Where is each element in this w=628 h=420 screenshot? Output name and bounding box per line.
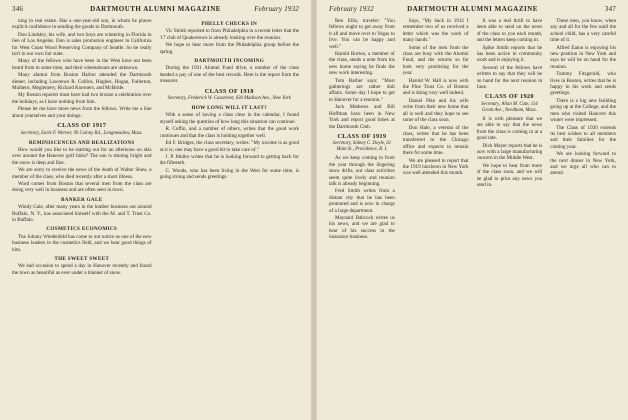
paragraph: My Boston reporter must have had two bronze a celebration over the holidays, as I have nothing from him. [12,92,152,105]
paragraph: Many alumni from Boston Harbor attended the Dartmouth dinner, including Lawrence R. Collins, Hughes, Hogan, Fullerton, Mulhern, Meglemery, Richard Kuerners, and McBride. [12,72,152,92]
paragraph: There is a big new building going up at the College, and the men who visited Hanover this winter were impressed. [550,97,616,124]
page-number: 347 [604,5,616,13]
paragraph: R. Coffin, and a number of others, writes that the good work continues and that the class is holding together well. [159,126,299,139]
paragraph: Says, "My back in 1912 I remember two of us received a letter which was the work of many hands." [402,18,469,44]
paragraph: We are looking forward to the next dinner in New York, and we urge all who can to attend. [550,151,616,177]
paragraph: C. Woods, who has been living in the West for some time, is going strong and sends greetings. [159,167,299,181]
paragraph: It is with pleasure that we are able to say that the news from the class is coming in at a good rate. [476,115,543,142]
paragraph: Daniel Pike and his wife write from their new home that all is well and they hope to see some of the class soon. [402,97,469,124]
paragraph: The Johnny Wiedenfeld has come to our notice as one of the new business leaders in the cosmetics field, and we hear good things of him. [12,233,152,253]
running-title: DARTMOUTH ALUMNI MAGAZINE [407,5,538,13]
paragraph: Maynard Babcock writes us his news, and we are glad to hear of his success in the insurance business. [329,214,395,241]
paragraph: Several of the fellows have written to say that they will be on hand for the next reunion in June. [476,64,543,91]
text-column [550,18,616,416]
page-header [329,5,616,15]
page-number: 346 [12,5,24,13]
secretary-line: Secretary, Allan M. Cate, 114 Grant Ave., Needham, Mass. [481,101,538,113]
text-column [403,18,469,416]
secretary-line: Secretary, Sidney C. Doyle, 61 Main St., Providence, R. I. [332,141,392,153]
paragraph: Alfred Eaton is enjoying his new position in New York and says he will be on hand for the reunion. [550,44,616,70]
class-heading: CLASS OF 1919 [337,132,387,140]
paragraph: Tom Barber says: "Most gatherings are rather dull affairs. Some day I hope to get to Hanover for a reunion." [329,77,395,103]
paragraph: Dick Mayer reports that he is now with a large manufacturing concern in the Middle West. [476,142,543,162]
paragraph: Word comes from Boston that several men from the class are doing very well in business and are often seen in town. [12,180,152,194]
right-page [317,0,628,420]
paragraph: We had occasion to spend a day in Hanover recently and found the town as beautiful as ever under a blanket of snow. [12,263,152,276]
paragraph: Vic Smith reported to from Philadelphia in a recent letter that the '17 club of Quakertown is already looking over the reunion. [159,28,299,41]
section-heading: BANKER GALE [61,196,103,203]
issue-date: February 1932 [329,5,374,13]
paragraph: Fred Smith writes from a distant city that he has been promoted and is now in charge of a large department. [329,188,395,214]
paragraph: Spike Smith reports that he has been active in community work and is enjoying it. [476,44,543,64]
paragraph: Some of the men from the class are busy with the Alumni Fund, and the returns so far look very promising for the year. [402,44,469,77]
section-heading: DARTMOUTH INCOMING [194,58,265,65]
section-heading: THE SWEET SWEET [54,256,110,262]
page-header [12,5,299,15]
text-column [160,18,300,416]
paragraph: We are sorry to receive the news of the death of Walter Shaw, a member of the class, who died recently after a short illness. [12,167,152,180]
paragraph: With a sense of having a class clear in the calendar, I found myself asking the question of how long this situation can continue. [159,112,299,125]
running-title: DARTMOUTH ALUMNI MAGAZINE [90,5,221,13]
paragraph: Please let me have more news from the fellows. Write me a line about yourselves and your doings. [12,106,152,119]
class-heading: CLASS OF 1920 [484,93,534,101]
paragraph: We hope to hear more from the Philadelphia group before the spring. [159,42,299,55]
paragraph: These men, you know, when any and all for the few until the school child, has a very careful time of it. [550,18,616,44]
paragraph: How would you like to be starting out for an afternoon on skis over around the Hanover golf links? The sun is shining bright and the snow is deep and fine. [12,146,152,166]
paragraph: Ben Ellis, traveler: "You fellows ought to get away from it all and move over to Vegas to live. You can be happy and well." [329,18,395,50]
paragraph: Harold W. Hall is now with the Pine Trust Co. of Boston and is doing very well indeed. [402,77,469,97]
paragraph: We hope to hear from more of the class soon, and we will be glad to print any news you send in. [476,162,543,188]
paragraph: Harold Burton, a member of the class, sends a note from his new home saying he finds the new work interesting. [329,51,395,77]
paragraph: We are pleased to report that the 1919 luncheon in New York was well attended this month. [402,157,469,177]
text-column [329,18,395,416]
left-page [0,0,311,420]
paragraph: Don Hale, a veteran of the class, writes that he has been transferred to the Chicago office and expects to remain there for some time. [402,124,469,157]
class-heading: CLASS OF 1918 [204,87,254,95]
paragraph: Windy Gale, after many years in the lumber business out around Buffalo, N. Y., has associated himself with the M. and T. Trust Co. in Buffalo. [12,204,152,223]
issue-date: February 1932 [254,5,299,13]
section-heading: COSMETICS ECONOMICS [46,226,118,233]
paragraph: It was a real thrill to have been able to send on the news of the class to you each month, and the letters keep coming in. [476,18,543,44]
secretary-line: Secretary, Earle F. Werner, 90 Colony Rd., Longmeadow, Mass. [20,130,143,136]
paragraph: As we keep coming in from the year through the lingering snow drifts, our class activities seem quite lively and reunion talk is already beginning. [329,155,395,187]
paragraph: During the 1931 Alumni Fund drive, a number of the class headed a pay of one of the best records. Here is the report from the treasurer. [159,65,299,85]
secretary-line: Secretary, Frederick W. Cassebeer, 630 Madison Ave., New York [167,96,291,102]
section-heading: REMINISCENCES AND REALIZATIONS [28,139,135,146]
paragraph: Don Lindsley, his wife, and two boys are wintering in Florida in lieu of Los Angeles. Don is sales promotion engineer in California for West Coast Wood Preserving Company of Seattle. So he really isn't in our own fair state. [12,31,152,58]
paragraph: Jack Mathews and Bill Hoffman have been in New York and report good times at the Dartmouth Club. [329,104,395,130]
paragraph: ning in real estate. Has a one-year-old son, in whom he places explicit confidence in sending the goods to Dartmouth. [12,18,152,31]
section-heading: HOW LONG WILL IT LAST? [191,105,267,112]
paragraph: Ed F. Bridges, the class secretary, writes: "My income is as good as it is; one may have a good bit to take care of." [159,140,299,153]
paragraph: J. P. Muller writes that he is looking forward to getting back for the fifteenth. [159,153,299,167]
paragraph: Tommy Fitzgerald, who lives in Boston, writes that he is happy in his work and sends greetings. [550,71,616,97]
paragraph: The Class of 1920 extends its best wishes to all members and their families for the coming year. [550,124,616,150]
text-column [12,18,152,416]
paragraph: Many of the fellows who have been in the West have not been heard from in some time, and their whereabouts are unknown. [12,58,152,71]
section-heading: PHELLY CHECKS IN [201,21,258,27]
class-heading: CLASS OF 1917 [57,122,107,130]
text-column [477,18,543,416]
